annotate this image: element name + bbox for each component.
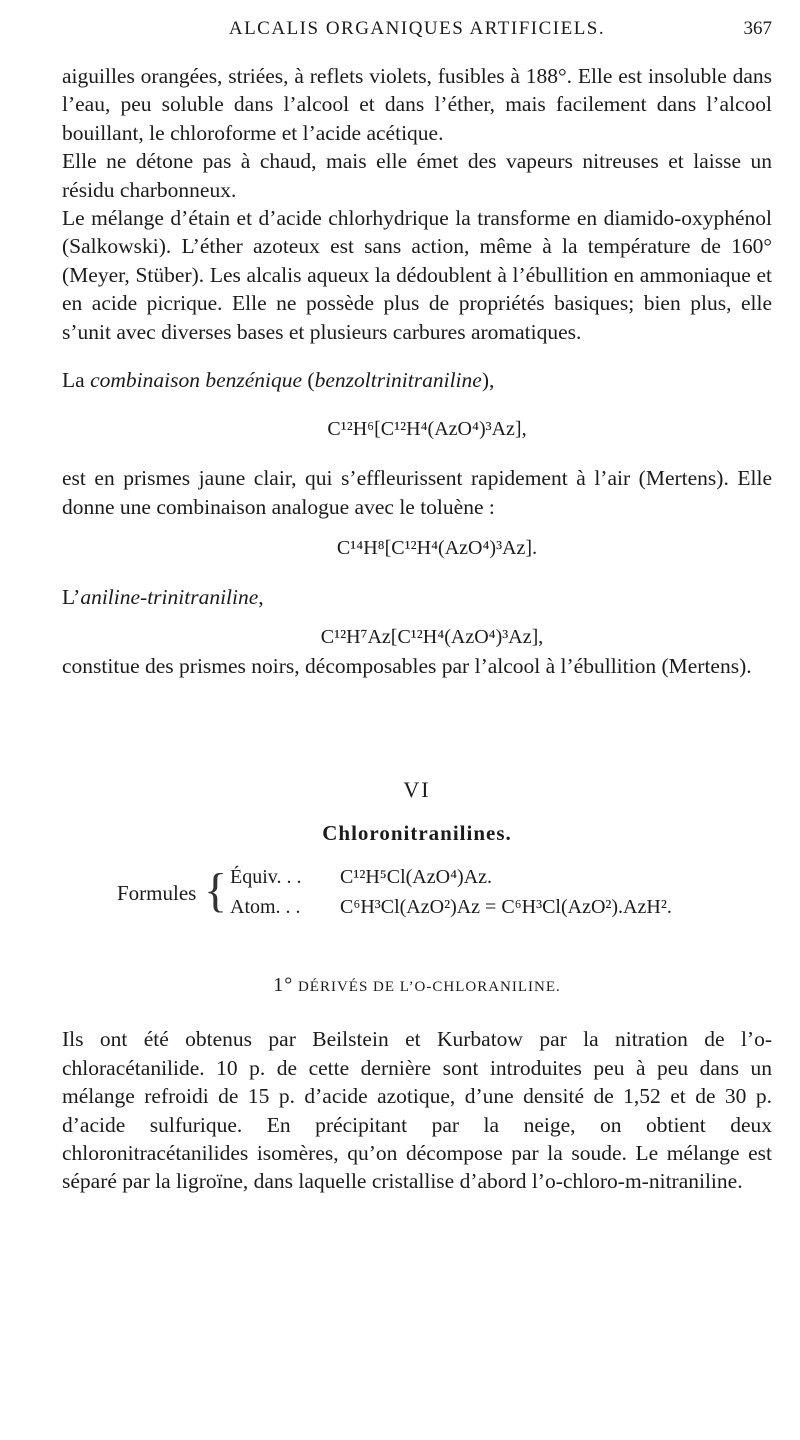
paragraph-3: Le mélange d’étain et d’acide chlorhydrique la transforme en diamido-oxyphénol (Salkowski). L’éther azoteux est sans action, même à la température de 160° (Meyer, Stüber). Les alcalis aqueux la dédoublent à l’ébullition en ammoniaque et en acide picrique. Elle ne possède plus de propriétés basiques; bien plus, elle s’unit avec diverses bases et plusieurs carbures aromatiques.: [62, 206, 772, 344]
paragraph-5: est en prismes jaune clair, qui s’effleurissent rapidement à l’air (Mertens). Elle donne une combinaison analogue avec le toluène :: [62, 466, 772, 519]
paragraph-4: La combinaison benzénique (benzoltrinitraniline),: [62, 368, 495, 393]
paragraph-8: Ils ont été obtenus par Beilstein et Kurbatow par la nitration de l’o-chloracétanilide. 10 p. de cette dernière sont introduites peu à peu dans un mélange refroidi de 15 p. d’acide azotique, d’une densité de 1,52 et de 30 p. d’acide sulfurique. En précipitant par la neige, on obtient deux chloronitracétanilides isomères, qu’on décompose par la soude. Le mélange est séparé par la ligroïne, dans laquelle cristallise d’abord l’o-chloro-m-nitraniline.: [62, 1027, 772, 1194]
running-title: ALCALIS ORGANIQUES ARTIFICIELS.: [228, 18, 606, 39]
formula-atom-value: C⁶H³Cl(AzO²)Az = C⁶H³Cl(AzO²).AzH².: [340, 895, 672, 918]
curly-brace-icon: {: [204, 863, 228, 917]
section-number: VI: [403, 777, 431, 803]
running-header: [62, 18, 772, 48]
subsection-number: 1°: [273, 973, 294, 996]
page-body: [62, 62, 772, 1196]
formula-atom-row: [230, 893, 672, 921]
formula-equiv-value: C¹²H⁵Cl(AzO⁴)Az.: [340, 865, 493, 888]
subsection-heading: [62, 971, 772, 1001]
formulas-block: [62, 863, 772, 933]
formula-equiv-key: Équiv. . .: [230, 865, 302, 888]
paragraph-2: Elle ne détone pas à chaud, mais elle émet des vapeurs nitreuses et laisse un résidu charbonneux.: [62, 149, 772, 202]
emphasis-benzoltrinitraniline: benzoltrinitraniline: [314, 368, 482, 393]
emphasis-aniline-trinitraniline: aniline-trinitraniline: [80, 585, 259, 610]
subsection-title: DÉRIVÉS DE L’O-CHLORANILINE.: [297, 978, 561, 995]
formula-equiv-row: [230, 863, 492, 891]
paragraph-1: aiguilles orangées, striées, à reflets violets, fusibles à 188°. Elle est insoluble dans l’eau, peu soluble dans l’alcool et dans l’éther, mais facilement dans l’alcool bouillant, le chloroforme et l’acide acétique.: [62, 64, 772, 145]
paragraph-6: L’aniline-trinitraniline,: [62, 585, 264, 610]
formula-benzene-combination: C¹²H⁶[C¹²H⁴(AzO⁴)³Az],: [327, 418, 527, 441]
page-number: 367: [743, 18, 772, 39]
formulas-label: Formules: [117, 880, 197, 905]
emphasis-combinaison-benzenique: combinaison benzénique: [90, 368, 303, 393]
formula-atom-key: Atom. . .: [230, 895, 301, 918]
formula-aniline-trinitraniline: C¹²H⁷Az[C¹²H⁴(AzO⁴)³Az],: [320, 625, 544, 648]
section-title: Chloronitranilines.: [322, 820, 512, 845]
paragraph-7: constitue des prismes noirs, décomposables par l’alcool à l’ébullition (Mertens).: [62, 653, 752, 678]
formula-toluene-combination: C¹⁴H⁸[C¹²H⁴(AzO⁴)³Az].: [336, 537, 538, 560]
